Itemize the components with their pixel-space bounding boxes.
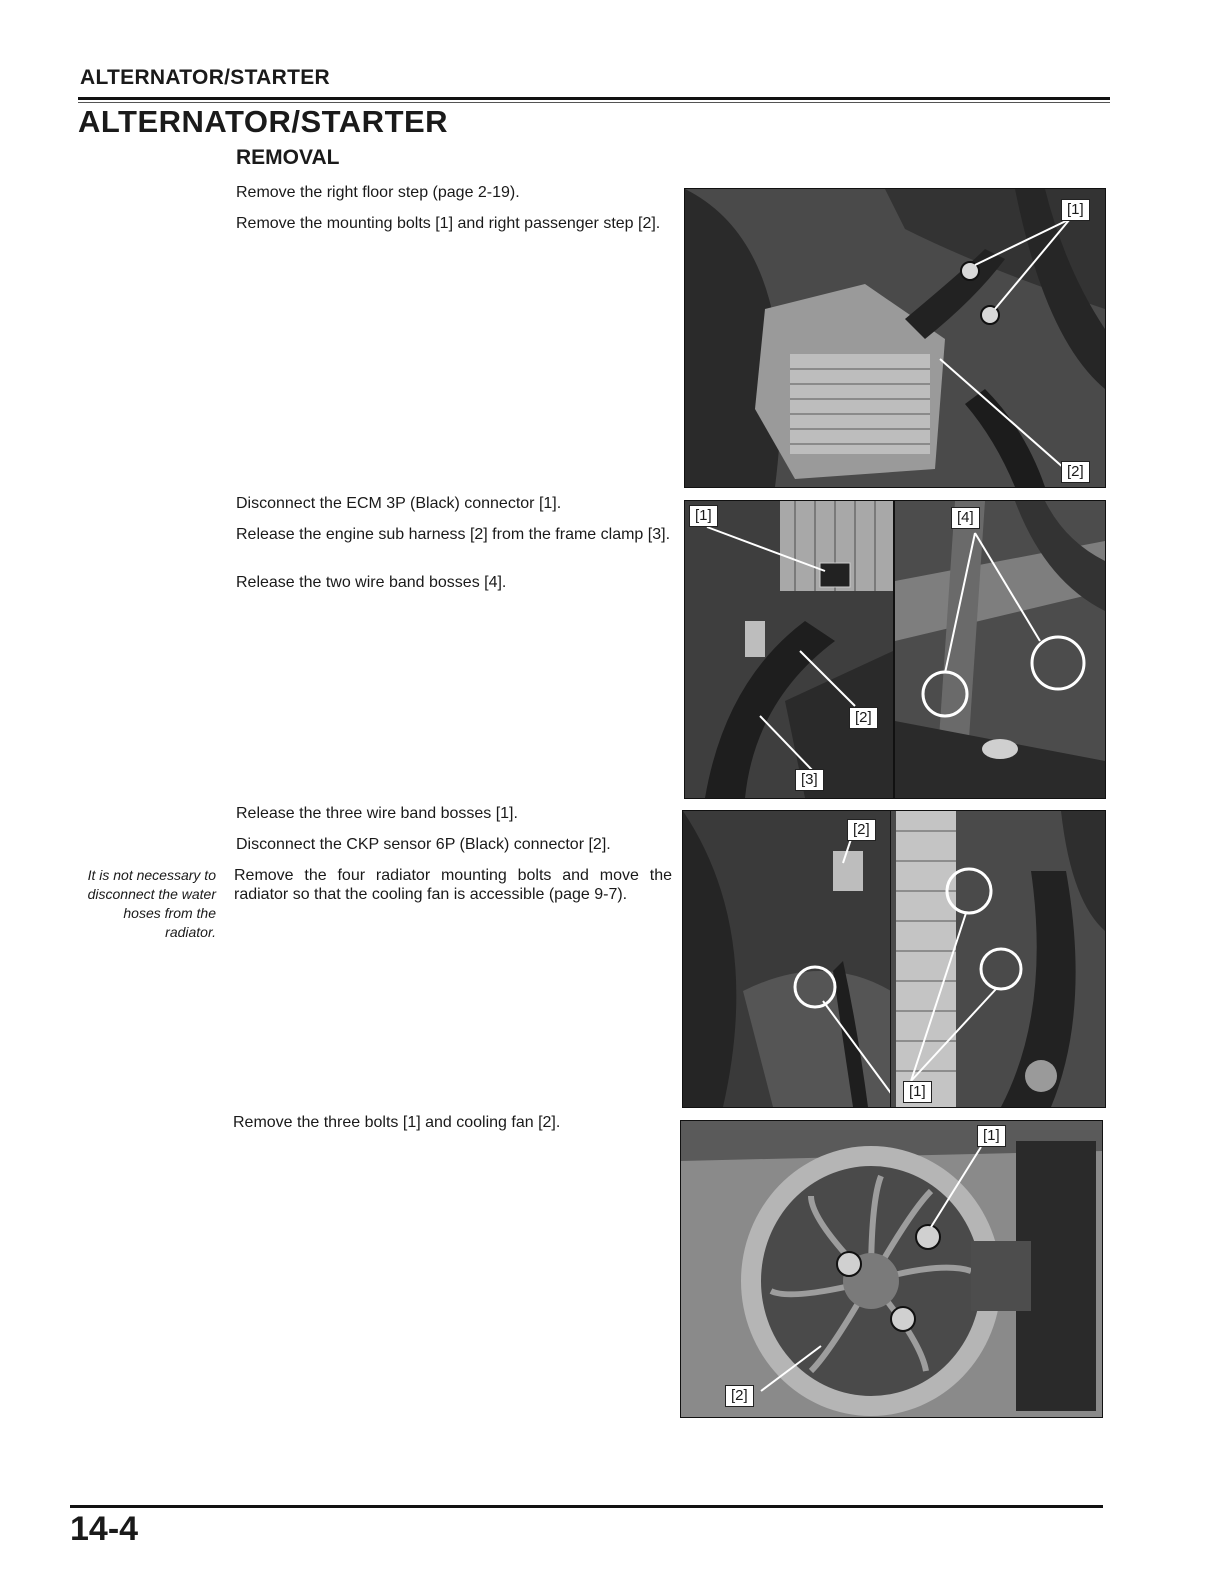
photo-radiator-bosses [890,810,1106,1108]
footer-rule [70,1505,1103,1508]
callout-2: [2] [1061,461,1090,483]
callout-2: [2] [725,1385,754,1407]
callout-2: [2] [847,819,876,841]
page-title: ALTERNATOR/STARTER [78,104,449,139]
photo-wire-band-bosses [894,500,1106,799]
section-header: ALTERNATOR/STARTER [80,66,330,89]
photo-ecm-connector [684,500,894,799]
step-release-bosses: Release the two wire band bosses [4]. [236,574,507,591]
removal-heading: REMOVAL [236,146,340,169]
callout-2: [2] [849,707,878,729]
margin-note: It is not necessary to disconnect the water hoses from the radiator. [87,867,216,940]
step-disconnect-ckp: Disconnect the CKP sensor 6P (Black) connector [2]. [236,836,611,853]
step-remove-floor-step: Remove the right floor step (page 2-19). [236,184,520,201]
step-remove-fan: Remove the three bolts [1] and cooling fan [2]. [233,1114,561,1131]
step-remove-mounting-bolts: Remove the mounting bolts [1] and right passenger step [2]. [236,215,661,232]
callout-1: [1] [689,505,718,527]
photo-passenger-step [684,188,1106,488]
callout-1: [1] [1061,199,1090,221]
header-rule [78,97,1110,100]
step-release-harness: Release the engine sub harness [2] from the frame clamp [3]. [236,526,671,543]
step-disconnect-ecm: Disconnect the ECM 3P (Black) connector [1]. [236,495,562,512]
page-number: 14-4 [70,1510,139,1548]
callout-1: [1] [903,1081,932,1103]
callout-4: [4] [951,507,980,529]
step-release-three-bosses: Release the three wire band bosses [1]. [236,805,518,822]
step-move-radiator: Remove the four radiator mounting bolts and move the radiator so that the cooling fan is accessible (page 9-7). [234,867,672,903]
header-rule-thin [78,102,1110,103]
photo-cooling-fan [680,1120,1103,1418]
callout-1: [1] [977,1125,1006,1147]
photo-ckp-connector [682,810,892,1108]
callout-3: [3] [795,769,824,791]
